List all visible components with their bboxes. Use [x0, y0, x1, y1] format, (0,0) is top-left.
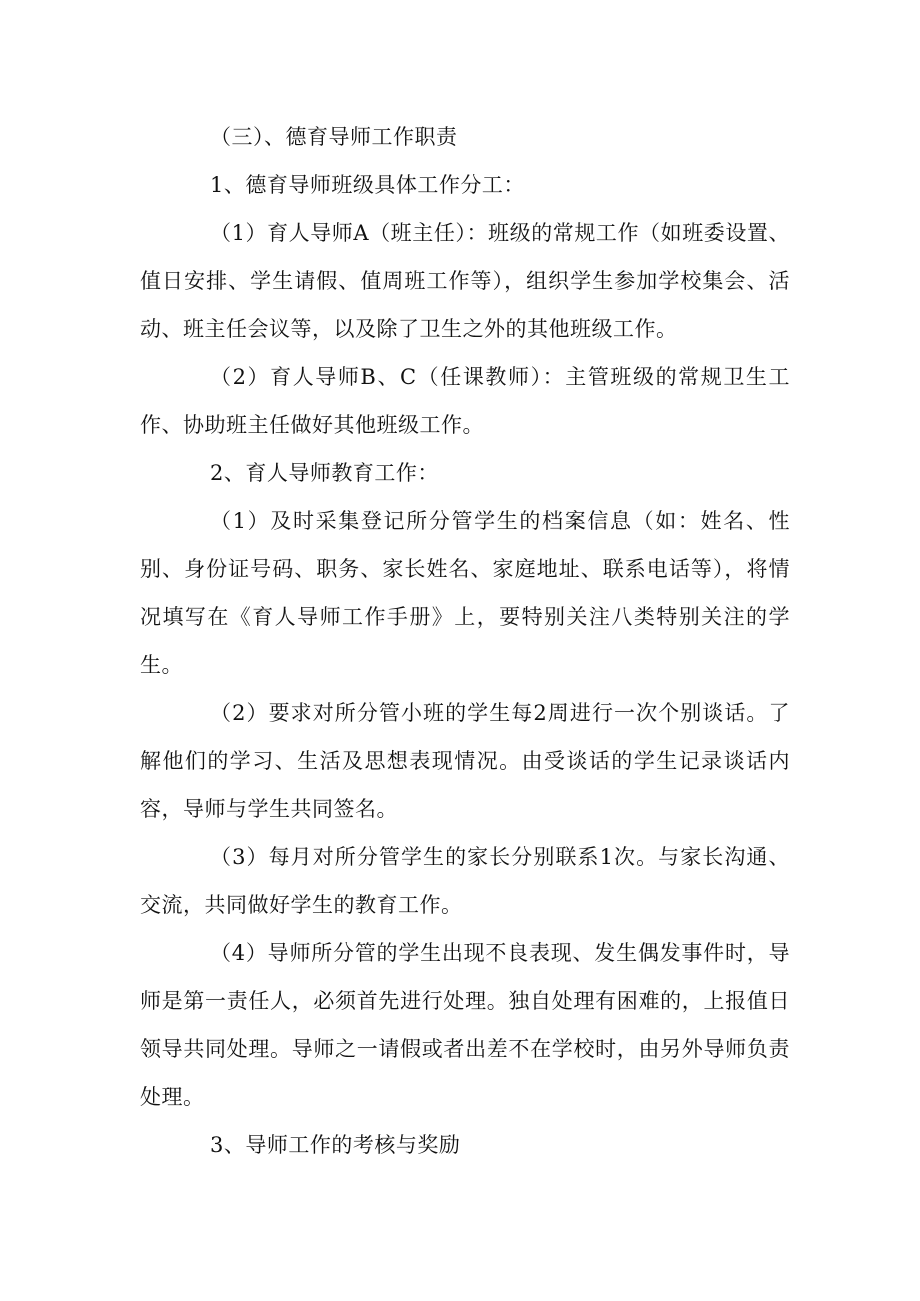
paragraph-2: 2、育人导师教育工作： [210, 461, 439, 485]
paragraph-1-2: （2）育人导师B、C（任课教师）：主管班级的常规卫生工作、协助班主任做好其他班级工作。 [140, 365, 790, 437]
section-heading: （三）、德育导师工作职责 [210, 125, 458, 149]
paragraph-1-1: （1）育人导师A（班主任）：班级的常规工作（如班委设置、值日安排、学生请假、值周班工作等），组织学生参加学校集会、活动、班主任会议等，以及除了卫生之外的其他班级工作。 [140, 221, 790, 341]
paragraph-2-1: （1）及时采集登记所分管学生的档案信息（如：姓名、性别、身份证号码、职务、家长姓名、家庭地址、联系电话等），将情况填写在《育人导师工作手册》上，要特别关注八类特别关注的学生。 [140, 509, 790, 677]
paragraph-2-3: （3）每月对所分管学生的家长分别联系1次。与家长沟通、交流，共同做好学生的教育工作。 [140, 845, 790, 917]
paragraph-2-2: （2）要求对所分管小班的学生每2周进行一次个别谈话。了解他们的学习、生活及思想表现情况。由受谈话的学生记录谈话内容，导师与学生共同签名。 [140, 701, 790, 821]
paragraph-1: 1、德育导师班级具体工作分工： [210, 173, 525, 197]
paragraph-2-4: （4）导师所分管的学生出现不良表现、发生偶发事件时，导师是第一责任人，必须首先进行处理。独自处理有困难的，上报值日领导共同处理。导师之一请假或者出差不在学校时，由另外导师负责处理。 [140, 941, 790, 1109]
document-body [140, 113, 790, 1169]
paragraph-3: 3、导师工作的考核与奖励 [210, 1133, 461, 1157]
